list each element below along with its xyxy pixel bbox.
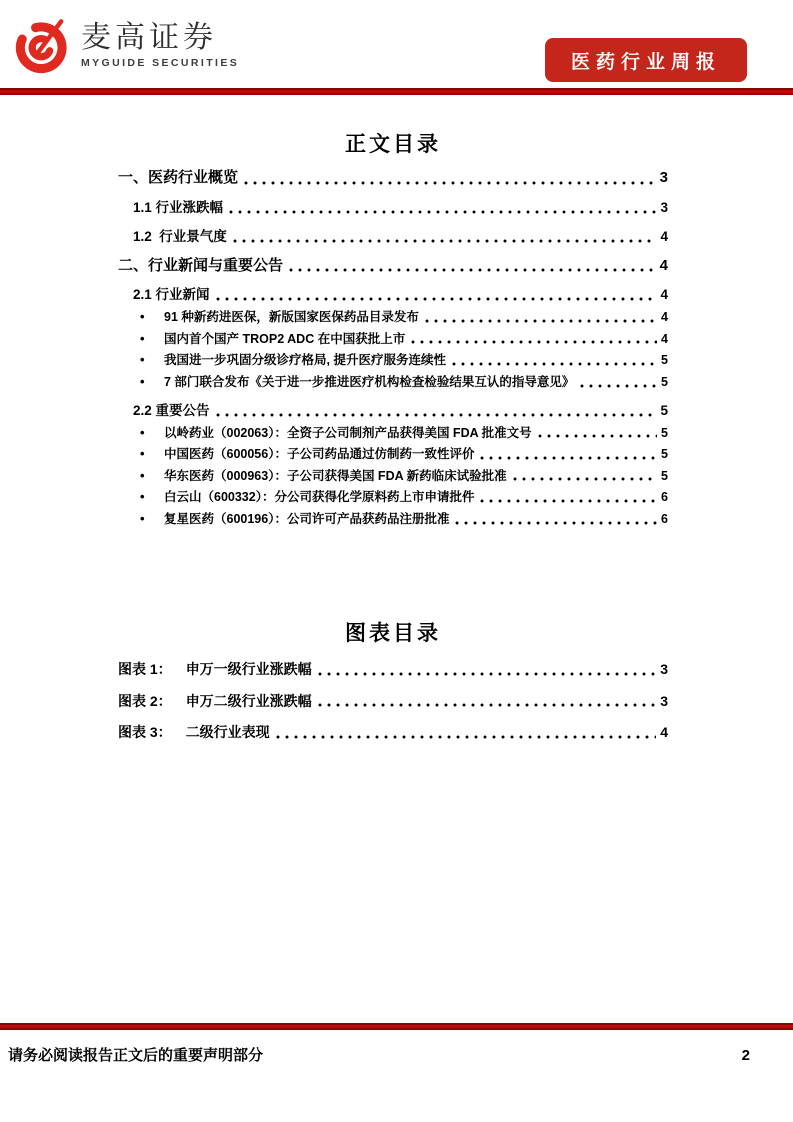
figure-entry[interactable] [118,724,668,742]
toc-entry-label: • 91 种新药进医保，新版国家医保药品目录发布 [164,310,419,325]
disclaimer-text: 请务必阅读报告正文后的重要声明部分 [8,1047,264,1064]
figure-entry-page: 3 [660,661,668,677]
toc-list [118,169,668,528]
toc-entry[interactable] [140,446,668,463]
toc-entry-page: 5 [661,447,668,462]
figure-entry-label: 申万一级行业涨跌幅 [185,661,312,677]
toc-entry-label: • 华东医药（000963）：子公司获得美国 FDA 新药临床试验批准 [164,468,507,483]
toc-entry[interactable] [133,287,668,304]
toc-entry-page: 3 [660,199,668,215]
toc-entry[interactable] [140,468,668,485]
toc-entry[interactable] [118,257,668,276]
dot-leader [480,456,657,460]
dot-leader [233,239,657,243]
toc-entry-page: 6 [661,490,668,505]
dot-leader [318,672,657,676]
toc-entry-label: • 我国进一步巩固分级诊疗格局, 提升医疗服务连续性 [164,353,446,368]
toc-section [118,131,668,528]
toc-entry-label: 一、医药行业概览 [118,169,239,186]
toc-entry-label: • 7 部门联合发布《关于进一步推进医疗机构检查检验结果互认的指导意见》 [164,375,575,389]
dot-leader [216,297,657,301]
figure-entry[interactable] [118,693,668,711]
toc-entry[interactable] [133,403,668,420]
toc-entry-label: • 中国医药（600056）：子公司药品通过仿制药一致性评价 [164,447,475,462]
dot-leader [244,181,656,185]
toc-entry-label: 1.1 行业涨跌幅 [133,199,224,215]
page-number: 2 [741,1047,750,1064]
toc-entry[interactable] [140,331,668,348]
toc-entry[interactable] [140,374,668,391]
report-type-badge: 医药行业周报 [545,38,747,82]
figure-entry-number: 图表 2： [118,692,172,709]
toc-entry-page: 4 [660,287,668,303]
toc-entry-label: • 白云山（600332）：分公司获得化学原料药上市申请批件 [164,490,475,505]
toc-entry-label: 1.2 行业景气度 [133,228,227,244]
toc-entry-page: 4 [661,331,668,346]
figure-entry-label: 二级行业表现 [185,724,270,740]
toc-entry-label: • 国内首个国产 TROP2 ADC 在中国获批上市 [164,331,406,346]
toc-title: 正文目录 [345,133,441,156]
toc-entry[interactable] [133,229,668,246]
toc-entry-label: • 以岭药业（002063）：全资子公司制剂产品获得美国 FDA 批准文号 [164,425,532,440]
toc-entry[interactable] [140,352,668,369]
toc-entry[interactable] [140,511,668,528]
dot-leader [276,735,657,739]
toc-entry-page: 4 [659,256,668,274]
toc-entry-page: 5 [661,375,668,389]
dot-leader [480,499,657,503]
toc-entry[interactable] [118,169,668,188]
toc-entry-page: 3 [659,169,668,186]
figure-entry-number: 图表 3： [118,724,172,740]
figure-entry[interactable] [118,661,668,679]
toc-entry[interactable] [140,489,668,506]
toc-entry-label: • 复星医药（600196）：公司许可产品获药品注册批准 [164,512,450,526]
dot-leader [318,703,657,707]
dot-leader [216,413,657,417]
toc-entry-page: 4 [660,228,668,244]
toc-entry-page: 5 [661,353,668,368]
dot-leader [455,521,657,525]
dot-leader [452,362,657,366]
myguide-logo-icon [14,16,72,74]
toc-entry-page: 6 [661,512,668,526]
toc-entry[interactable] [140,425,668,442]
logo-text [81,22,239,69]
dot-leader [411,340,657,344]
toc-entry-label: 2.2 重要公告 [133,402,210,418]
figure-entry-page: 4 [660,724,668,740]
toc-entry[interactable] [140,309,668,326]
header [14,16,793,82]
figures-section [118,620,668,742]
dot-leader [229,210,656,214]
figure-entry-label: 申万二级行业涨跌幅 [185,692,312,709]
figures-title: 图表目录 [345,622,441,645]
footer-divider [0,1023,793,1030]
toc-entry-page: 5 [661,468,668,483]
footer [8,1044,750,1065]
toc-entry-page: 4 [661,310,668,325]
toc-entry-page: 5 [661,425,668,440]
dot-leader [425,319,657,323]
logo-cn-text: 麦高证券 [81,20,217,54]
figure-entry-number: 图表 1： [118,661,172,677]
dot-leader [289,268,656,272]
figures-list [118,661,668,742]
logo-en-text: MYGUIDE SECURITIES [81,56,240,69]
header-divider [0,88,793,95]
toc-entry-label: 2.1 行业新闻 [133,287,210,303]
toc-entry-page: 5 [660,402,668,418]
toc-entry-label: 二、行业新闻与重要公告 [118,256,284,274]
dot-leader [580,384,657,388]
figure-entry-page: 3 [660,692,668,709]
dot-leader [538,434,657,438]
toc-entry[interactable] [133,200,668,217]
dot-leader [513,477,657,481]
